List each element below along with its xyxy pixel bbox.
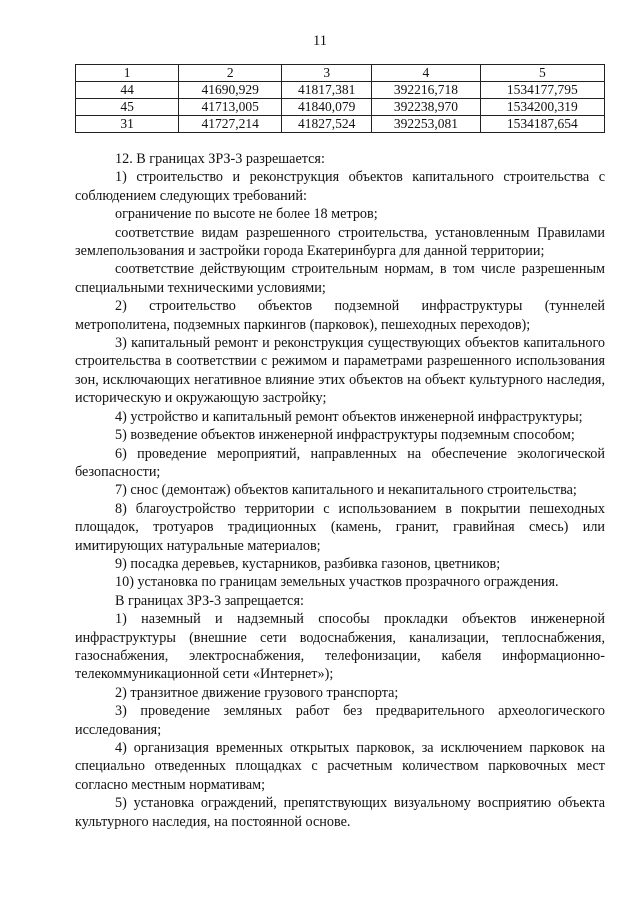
- paragraph: 9) посадка деревьев, кустарников, разбивка газонов, цветников;: [115, 555, 501, 572]
- paragraph: ограничение по высоте не более 18 метров;: [115, 206, 378, 223]
- paragraph: 3) капитальный ремонт и реконструкция существующих объектов капитального строительства в соответствии с режимом и параметрами разрешенного использования зон, исключающих негативное влияние этих объектов на объект культурного наследия, историческую и окружающую застройку;: [75, 335, 605, 407]
- table-cell: 1534177,795: [480, 82, 604, 99]
- table-cell: 44: [76, 82, 179, 99]
- paragraph: 5) возведение объектов инженерной инфраструктуры подземным способом;: [115, 427, 575, 444]
- table-cell: 392216,718: [372, 82, 480, 99]
- table-cell: 41817,381: [282, 82, 372, 99]
- table-header-cell: 3: [282, 65, 372, 82]
- paragraph: 1) строительство и реконструкция объектов капитального строительства с соблюдением следующих требований:: [75, 169, 605, 204]
- paragraph: 8) благоустройство территории с использованием в покрытии пешеходных площадок, тротуаров традиционных (камень, гранит, гравийная смесь) или имитирующих натуральные материалов;: [75, 500, 605, 554]
- table-cell: 41690,929: [179, 82, 282, 99]
- paragraph: соответствие действующим строительным нормам, в том числе разрешенным специальными техническими условиями;: [75, 261, 605, 296]
- table-header-cell: 4: [372, 65, 480, 82]
- table-cell: 392253,081: [372, 116, 480, 133]
- paragraph: 2) транзитное движение грузового транспорта;: [115, 684, 399, 701]
- table-header-row: [76, 65, 605, 82]
- table-cell: 1534187,654: [480, 116, 604, 133]
- coordinates-table: [75, 64, 605, 133]
- paragraph: 2) строительство объектов подземной инфраструктуры (туннелей метрополитена, подземных паркингов (парковок), пешеходных переходов);: [75, 298, 605, 333]
- paragraph: 6) проведение мероприятий, направленных на обеспечение экологической безопасности;: [75, 445, 605, 480]
- page-number: 11: [313, 33, 327, 49]
- table-header-cell: 2: [179, 65, 282, 82]
- paragraph: 3) проведение земляных работ без предварительного археологического исследования;: [75, 703, 605, 738]
- paragraph: 10) установка по границам земельных участков прозрачного ограждения.: [115, 574, 559, 591]
- paragraph: 4) устройство и капитальный ремонт объектов инженерной инфраструктуры;: [115, 408, 583, 425]
- table-row: [76, 82, 605, 99]
- table-cell: 1534200,319: [480, 99, 604, 116]
- table-cell: 41713,005: [179, 99, 282, 116]
- table-cell: 41727,214: [179, 116, 282, 133]
- document-body: [75, 150, 605, 831]
- table-cell: 392238,970: [372, 99, 480, 116]
- paragraph: 1) наземный и надземный способы прокладки объектов инженерной инфраструктуры (внешние сети водоснабжения, канализации, теплоснабжения, газоснабжения, электроснабжения, телефонизации, кабеля информационно-телекоммуникационной сети «Интернет»);: [75, 611, 605, 683]
- paragraph: 7) снос (демонтаж) объектов капитального и некапитального строительства;: [115, 482, 577, 499]
- table-row: [76, 116, 605, 133]
- table-cell: 41840,079: [282, 99, 372, 116]
- table-header-cell: 5: [480, 65, 604, 82]
- table-cell: 41827,524: [282, 116, 372, 133]
- paragraph: 12. В границах ЗРЗ-3 разрешается:: [115, 151, 325, 167]
- table-cell: 45: [76, 99, 179, 116]
- table-row: [76, 99, 605, 116]
- paragraph: 5) установка ограждений, препятствующих визуальному восприятию объекта культурного наследия, на постоянной основе.: [75, 795, 605, 830]
- paragraph: 4) организация временных открытых парковок, за исключением парковок на специально отведенных площадках с расчетным количеством парковочных мест согласно местным нормативам;: [75, 740, 605, 793]
- table-cell: 31: [76, 116, 179, 133]
- table-header-cell: 1: [76, 65, 179, 82]
- paragraph: соответствие видам разрешенного строительства, установленным Правилами землепользования и застройки города Екатеринбурга для данной территории;: [75, 224, 605, 260]
- paragraph: В границах ЗРЗ-3 запрещается:: [115, 592, 304, 609]
